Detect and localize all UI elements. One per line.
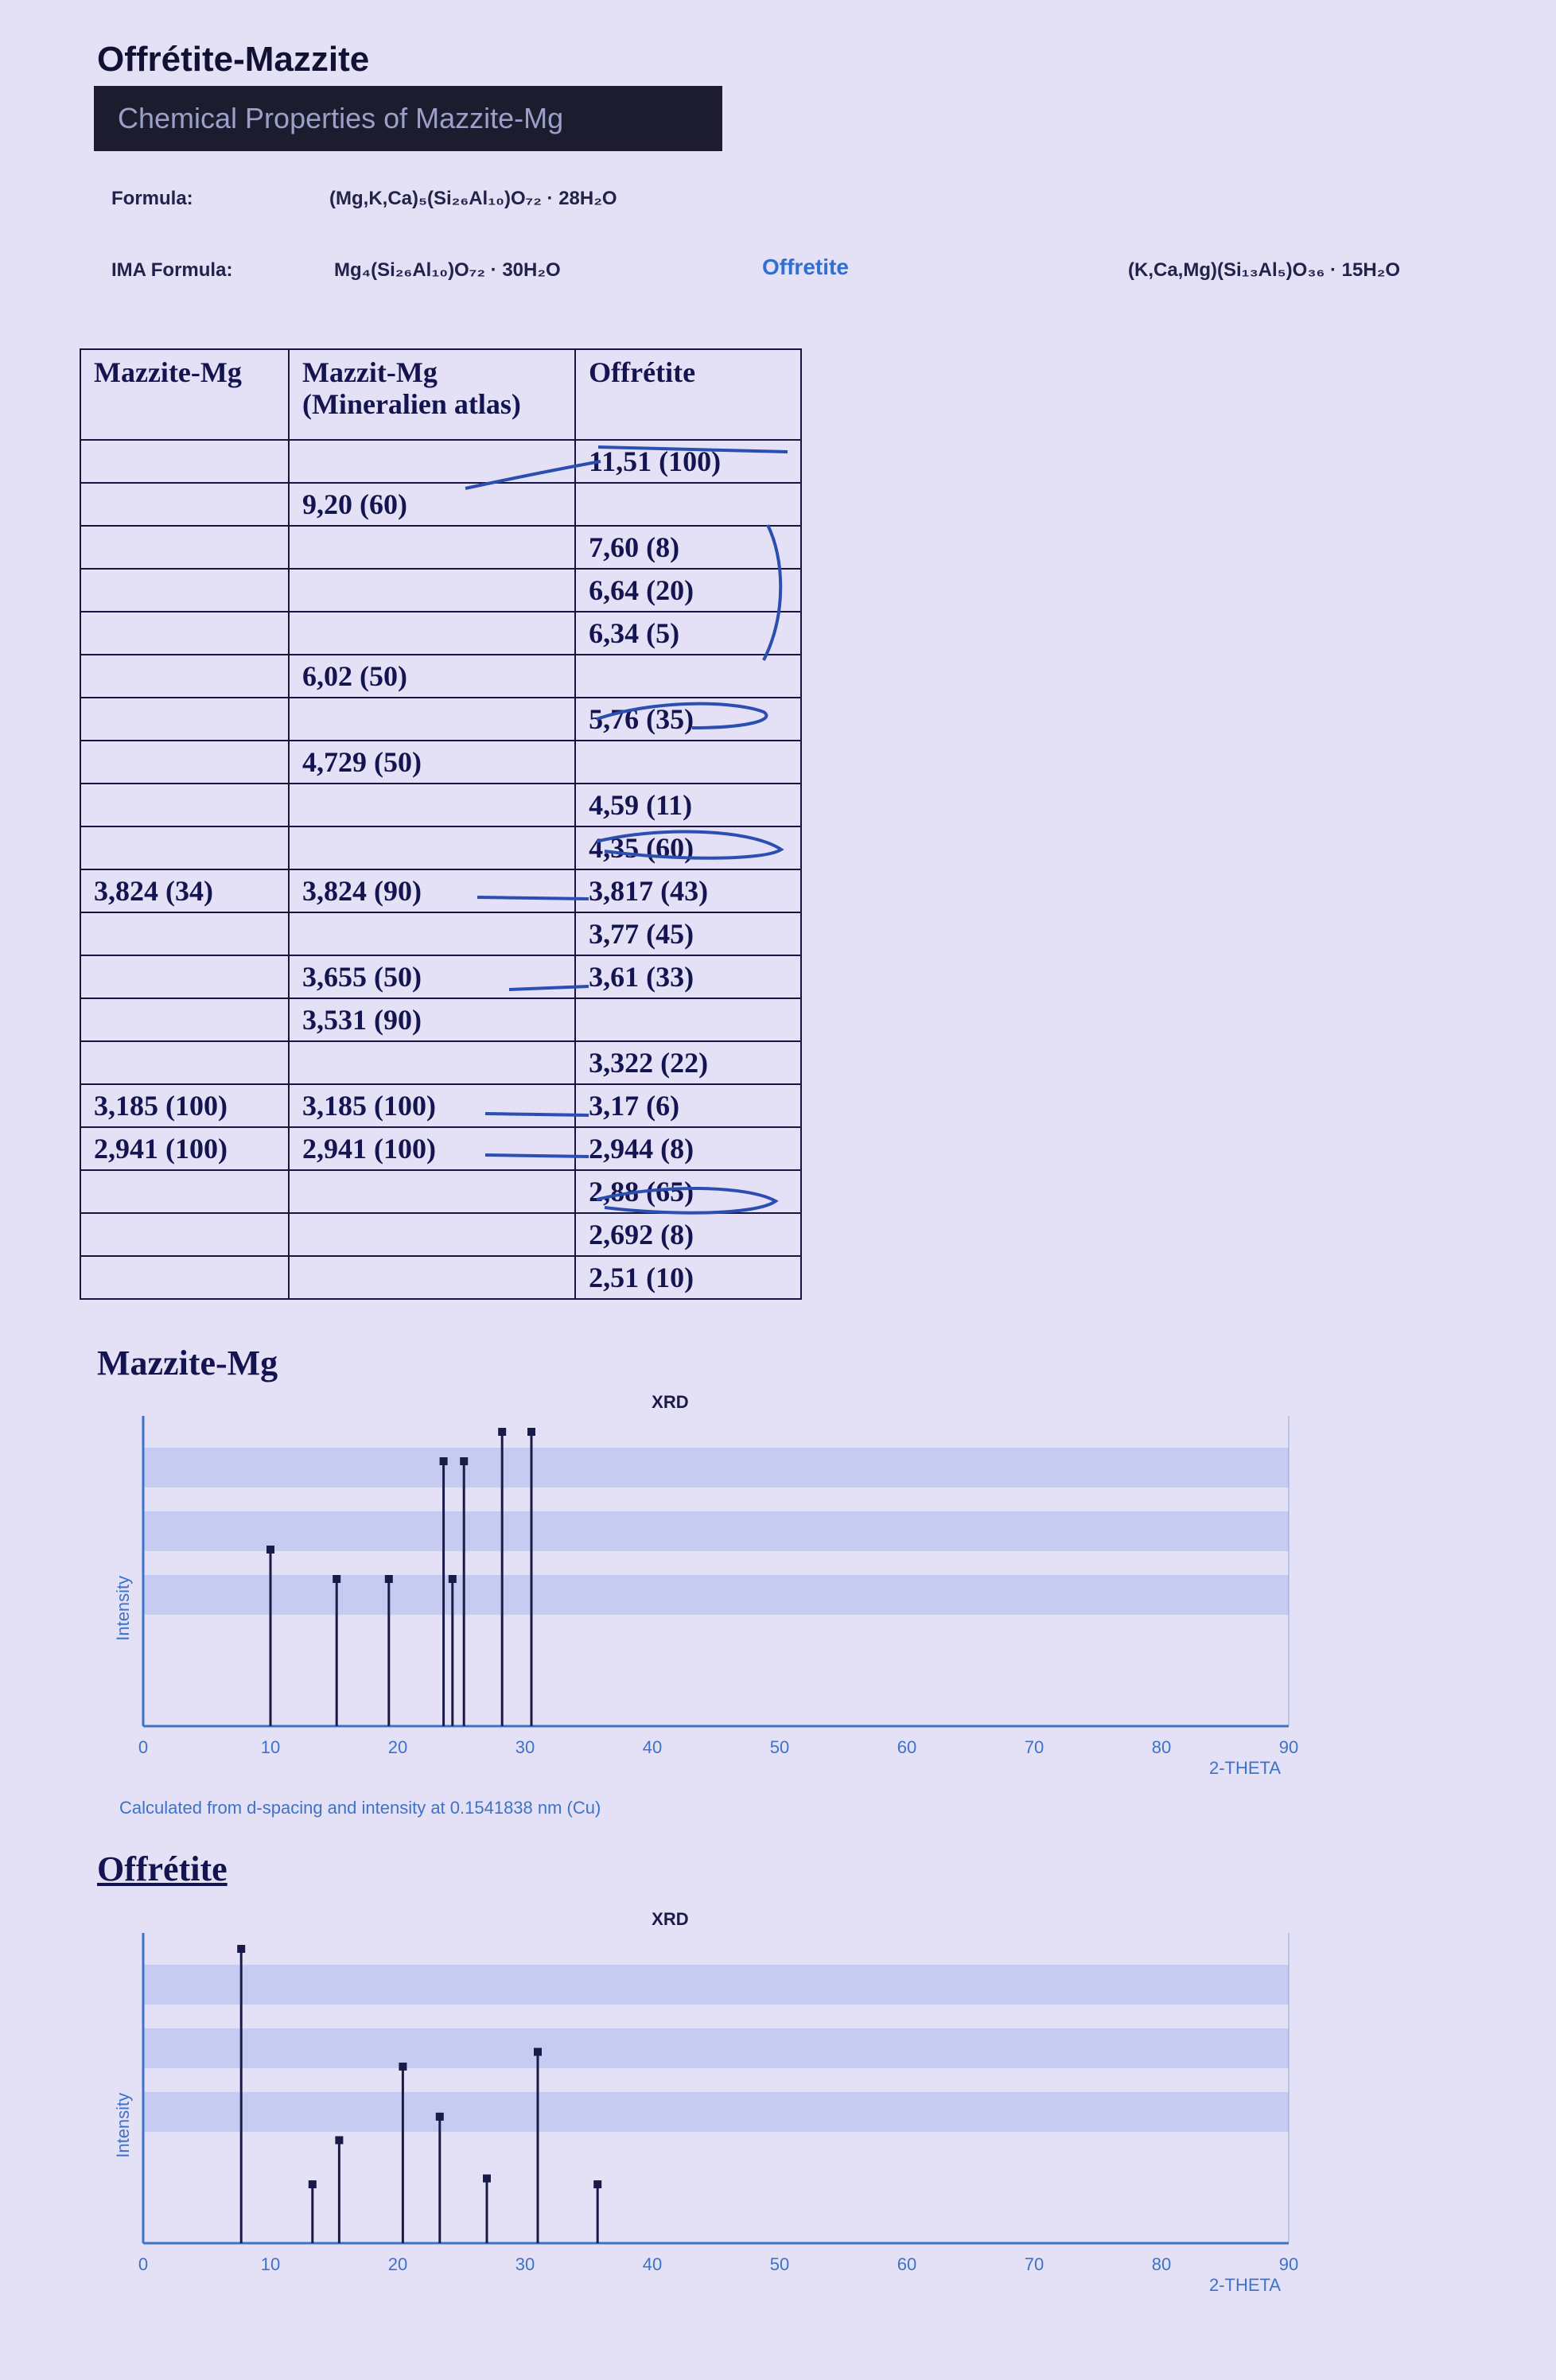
chart-caption: Calculated from d-spacing and intensity at 0.1541838 nm (Cu) [119, 1798, 601, 1818]
cell-offretite: 3,77 (45) [575, 912, 801, 955]
x-tick-label: 0 [138, 2254, 149, 2274]
annotation-underline [598, 447, 788, 452]
page-title: Offrétite-Mazzite [97, 40, 370, 79]
x-tick-label: 90 [1278, 1737, 1299, 1757]
x-tick-label: 50 [769, 2254, 790, 2274]
cell-offretite: 4,59 (11) [575, 784, 801, 826]
xrd-peak-marker [266, 1546, 274, 1554]
background-band [143, 2092, 1289, 2132]
header-offretite: Offrétite [575, 349, 801, 440]
background-band [143, 1511, 1289, 1551]
xrd-peak-marker [309, 2180, 317, 2188]
x-tick-label: 0 [138, 1737, 149, 1757]
annotation-arrow [465, 461, 601, 488]
ima-formula-value: Mg₄(Si₂₆Al₁₀)O₇₂ · 30H₂O [334, 259, 561, 281]
x-tick-label: 40 [642, 1737, 663, 1757]
annotation-circle [597, 832, 781, 858]
xrd-peak-marker [534, 2048, 542, 2056]
x-tick-label: 60 [897, 1737, 917, 1757]
cell-offretite: 2,88 (65) [575, 1170, 801, 1213]
xrd-peak-marker [399, 2063, 407, 2071]
header-mazzite-mg: Mazzite-Mg [80, 349, 289, 440]
cell-mazzit-mg-atlas: 3,185 (100) [289, 1084, 575, 1127]
offretite-xrd-chart [95, 1901, 1336, 2315]
xrd-peak-marker [483, 2175, 491, 2183]
xrd-peak-marker [335, 2137, 343, 2145]
y-axis-label: Intensity [113, 1575, 133, 1641]
subtitle-text: Chemical Properties of Mazzite-Mg [118, 102, 564, 134]
x-tick-label: 20 [387, 2254, 408, 2274]
cell-offretite: 2,692 (8) [575, 1213, 801, 1256]
cell-offretite: 6,34 (5) [575, 612, 801, 655]
cell-mazzit-mg-atlas: 2,941 (100) [289, 1127, 575, 1170]
x-tick-label: 40 [642, 2254, 663, 2274]
annotation-line [509, 986, 589, 990]
annotation-circle [597, 704, 766, 728]
xrd-peak-marker [436, 2113, 444, 2121]
cell-offretite: 7,60 (8) [575, 526, 801, 569]
x-tick-label: 80 [1151, 1737, 1172, 1757]
x-tick-label: 50 [769, 1737, 790, 1757]
annotation-bracket [764, 525, 780, 660]
y-axis-label: Intensity [113, 2092, 133, 2158]
xrd-peak-marker [237, 1945, 245, 1953]
annotation-circle [597, 1188, 776, 1213]
xrd-peak-marker [460, 1457, 468, 1465]
xrd-peak-marker [593, 2180, 601, 2188]
x-tick-label: 60 [897, 2254, 917, 2274]
xrd-peak-marker [385, 1575, 393, 1583]
x-tick-label: 20 [387, 1737, 408, 1757]
cell-offretite: 2,51 (10) [575, 1256, 801, 1299]
formula-label: Formula: [111, 188, 193, 209]
cell-mazzite-mg: 3,824 (34) [80, 869, 289, 912]
cell-offretite: 11,51 (100) [575, 440, 801, 483]
cell-mazzite-mg: 2,941 (100) [80, 1127, 289, 1170]
chart-title: XRD [652, 1909, 689, 1929]
cell-mazzit-mg-atlas: 3,531 (90) [289, 998, 575, 1041]
mazzite-section-title: Mazzite-Mg [97, 1344, 278, 1382]
header-mazzit-mg-atlas: Mazzit-Mg (Mineralien atlas) [289, 349, 575, 440]
xrd-peak-marker [440, 1457, 448, 1465]
xrd-peak-marker [498, 1428, 506, 1436]
cell-offretite: 3,322 (22) [575, 1041, 801, 1084]
formula-value: (Mg,K,Ca)₅(Si₂₆Al₁₀)O₇₂ · 28H₂O [329, 188, 617, 209]
cell-offretite: 5,76 (35) [575, 698, 801, 741]
xrd-peak-marker [333, 1575, 340, 1583]
xrd-peak-marker [449, 1575, 457, 1583]
x-tick-label: 10 [260, 1737, 281, 1757]
x-axis-label: 2-THETA [1208, 2275, 1281, 2295]
x-axis-label: 2-THETA [1208, 1758, 1281, 1778]
x-tick-label: 80 [1151, 2254, 1172, 2274]
annotation-line [485, 1155, 589, 1157]
chart-title: XRD [652, 1392, 689, 1412]
x-tick-label: 90 [1278, 2254, 1299, 2274]
offretite-section-title: Offrétite [97, 1849, 228, 1888]
cell-mazzit-mg-atlas: 6,02 (50) [289, 655, 575, 698]
xrd-peak-marker [527, 1428, 535, 1436]
cell-mazzit-mg-atlas: 3,655 (50) [289, 955, 575, 998]
x-tick-label: 10 [260, 2254, 281, 2274]
annotation-line [485, 1114, 589, 1115]
x-tick-label: 30 [515, 1737, 535, 1757]
background-band [143, 2028, 1289, 2068]
cell-offretite: 6,64 (20) [575, 569, 801, 612]
background-band [143, 1575, 1289, 1615]
cell-mazzit-mg-atlas: 9,20 (60) [289, 483, 575, 526]
x-tick-label: 30 [515, 2254, 535, 2274]
background-band [143, 1448, 1289, 1488]
cell-mazzit-mg-atlas: 4,729 (50) [289, 741, 575, 784]
offretite-link[interactable]: Offretite [762, 255, 849, 279]
background-band [143, 1965, 1289, 2005]
cell-mazzite-mg: 3,185 (100) [80, 1084, 289, 1127]
x-tick-label: 70 [1024, 2254, 1044, 2274]
cell-offretite: 3,817 (43) [575, 869, 801, 912]
offretite-formula: (K,Ca,Mg)(Si₁₃Al₅)O₃₆ · 15H₂O [1128, 259, 1401, 281]
x-tick-label: 70 [1024, 1737, 1044, 1757]
annotation-line [477, 897, 589, 899]
cell-offretite: 4,35 (60) [575, 826, 801, 869]
ima-formula-label: IMA Formula: [111, 259, 233, 281]
cell-offretite: 2,944 (8) [575, 1127, 801, 1170]
cell-offretite: 3,61 (33) [575, 955, 801, 998]
cell-offretite: 3,17 (6) [575, 1084, 801, 1127]
cell-mazzit-mg-atlas: 3,824 (90) [289, 869, 575, 912]
mazzite-xrd-chart [95, 1384, 1336, 1818]
